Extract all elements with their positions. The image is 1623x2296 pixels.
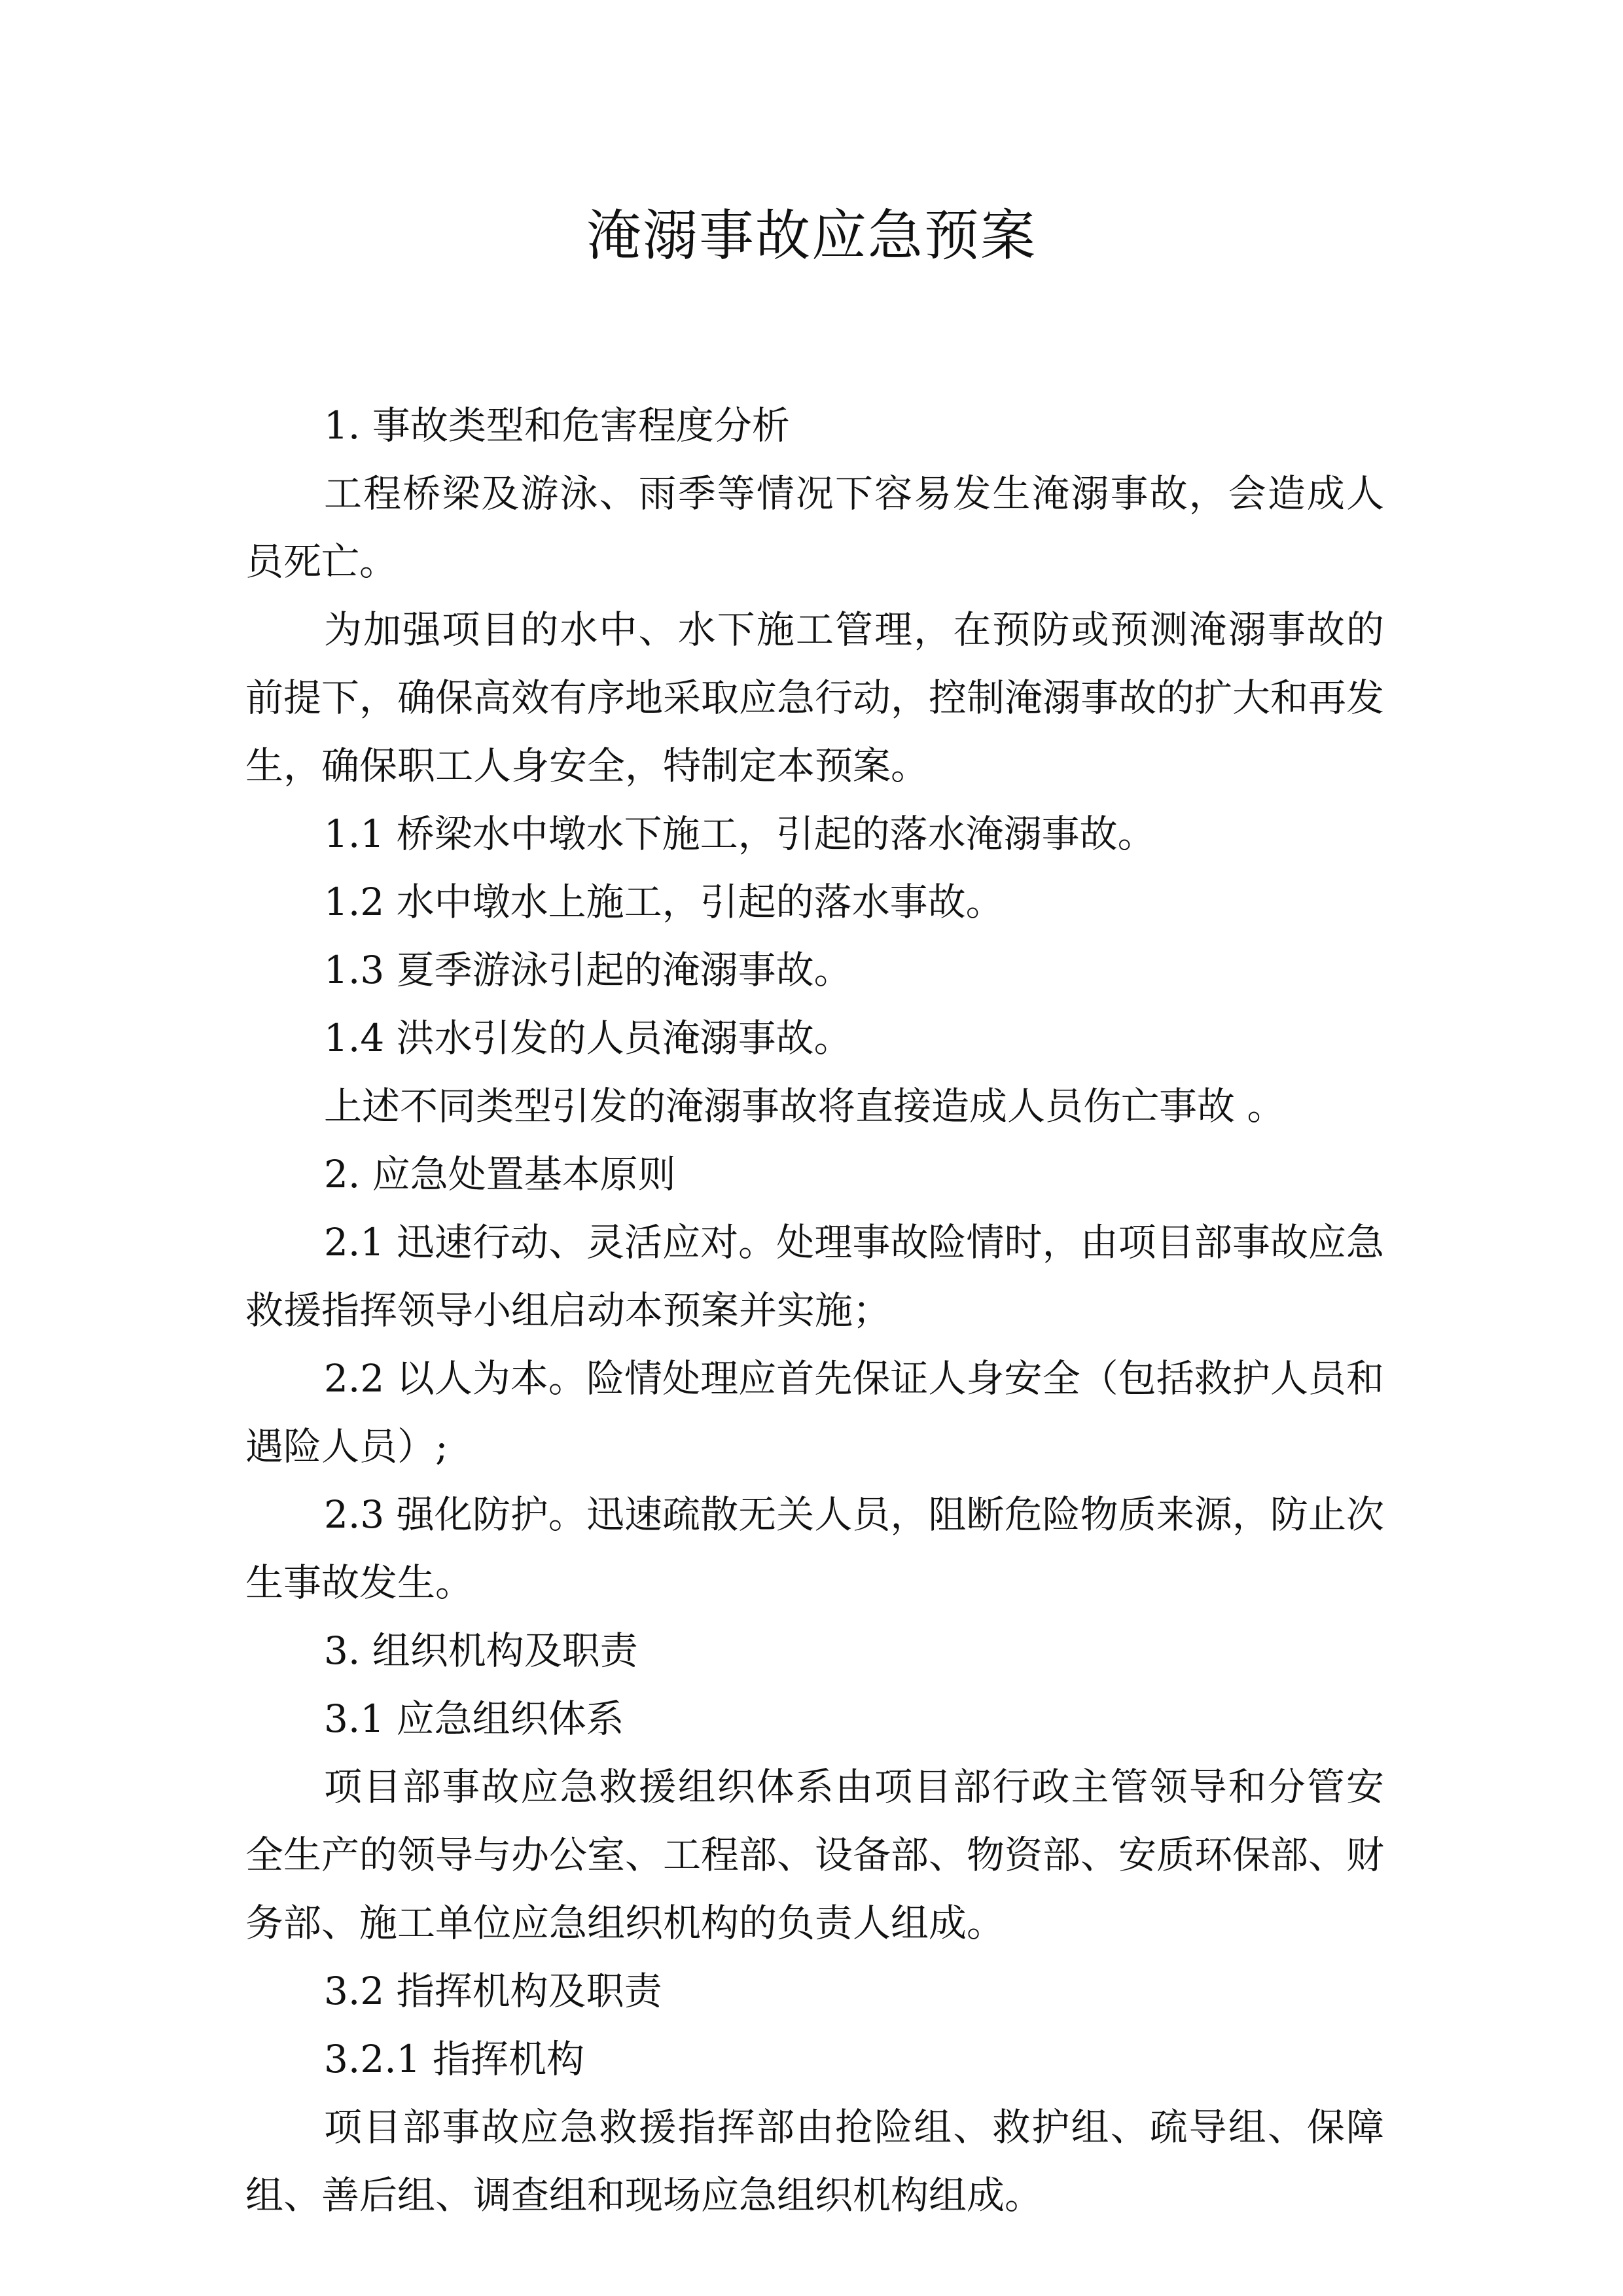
heading-1: 1. 事故类型和危害程度分析 (324, 403, 790, 448)
paragraph: 项目部事故应急救援指挥部由抢险组、救护组、疏导组、保障组、善后组、调查组和现场应急组织机构组成。 (245, 2105, 1384, 2217)
list-item-1-4: 1.4 洪水引发的人员淹溺事故。 (324, 1016, 852, 1060)
document-title: 淹溺事故应急预案 (586, 204, 1037, 268)
heading-2: 2. 应急处置基本原则 (324, 1152, 676, 1196)
list-item-1-1: 1.1 桥梁水中墩水下施工，引起的落水淹溺事故。 (324, 812, 1156, 856)
heading-3-1: 3.1 应急组织体系 (324, 1696, 624, 1741)
paragraph: 工程桥梁及游泳、雨季等情况下容易发生淹溺事故，会造成人员死亡。 (245, 471, 1384, 584)
paragraph: 上述不同类型引发的淹溺事故将直接造成人员伤亡事故 。 (324, 1084, 1285, 1128)
paragraph: 项目部事故应急救援组织体系由项目部行政主管领导和分管安全生产的领导与办公室、工程部、设备部、物资部、安质环保部、财务部、施工单位应急组织机构的负责人组成。 (245, 1765, 1385, 1945)
heading-3-2-1: 3.2.1 指挥机构 (324, 2037, 585, 2081)
document-body (245, 391, 1384, 2229)
heading-3: 3. 组织机构及职责 (324, 1628, 638, 1673)
list-item-1-3: 1.3 夏季游泳引起的淹溺事故。 (324, 948, 852, 992)
list-item-2-3: 2.3 强化防护。迅速疏散无关人员，阻断危险物质来源，防止次生事故发生。 (245, 1492, 1384, 1605)
list-item-1-2: 1.2 水中墩水上施工，引起的落水事故。 (324, 880, 1004, 924)
list-item-2-2: 2.2 以人为本。险情处理应首先保证人身安全（包括救护人员和遇险人员）; (245, 1356, 1384, 1469)
paragraph: 为加强项目的水中、水下施工管理，在预防或预测淹溺事故的前提下，确保高效有序地采取应急行动，控制淹溺事故的扩大和再发生，确保职工人身安全，特制定本预案。 (245, 607, 1385, 788)
heading-3-2: 3.2 指挥机构及职责 (324, 1969, 662, 2013)
list-item-2-1: 2.1 迅速行动、灵活应对。处理事故险情时，由项目部事故应急救援指挥领导小组启动本预案并实施； (245, 1220, 1384, 1333)
